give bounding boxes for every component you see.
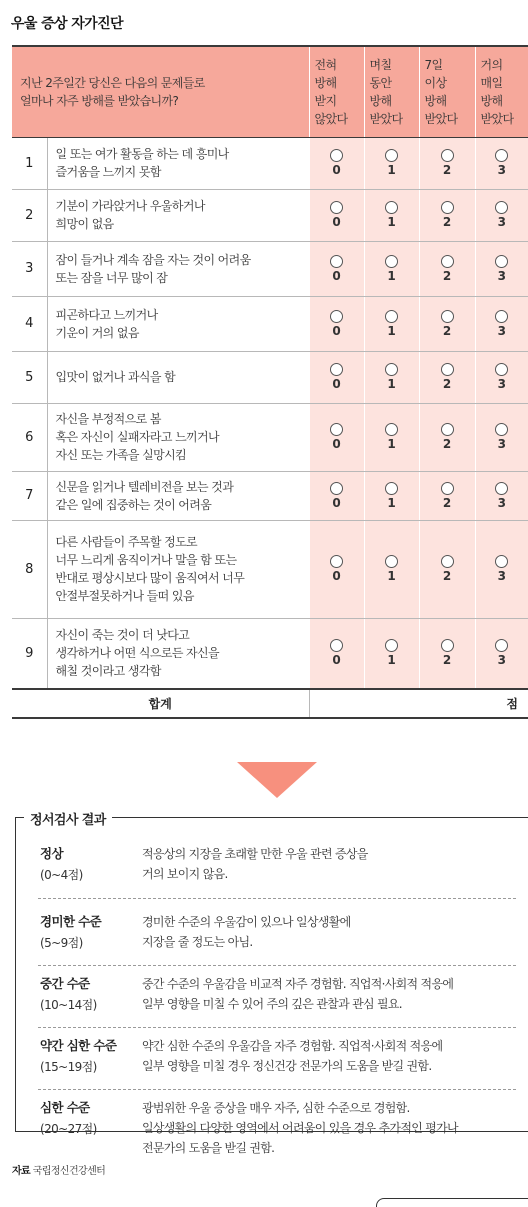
result-description-line: 일부 영향을 미칠 수 있어 주의 깊은 관찰과 관심 필요. — [142, 997, 402, 1011]
question-text-line: 자신이 죽는 것이 더 낫다고 — [55, 628, 190, 643]
question-text-line: 반대로 평상시보다 많이 움직여서 너무 — [55, 571, 245, 585]
result-level-row — [38, 844, 516, 899]
option-score: 1 — [387, 377, 396, 391]
answer-option-2[interactable] — [419, 296, 475, 351]
result-level-description — [142, 844, 368, 884]
option-score: 1 — [387, 215, 396, 229]
option-score: 2 — [442, 163, 452, 177]
radio-button[interactable] — [330, 639, 343, 652]
radio-button[interactable] — [495, 639, 508, 652]
answer-option-1[interactable] — [364, 351, 419, 403]
header-question — [12, 46, 309, 137]
radio-button[interactable] — [441, 149, 454, 162]
result-level-range: (20~27점) — [40, 1122, 97, 1136]
result-box — [15, 813, 528, 1155]
question-row — [12, 137, 528, 189]
question-row — [12, 471, 528, 520]
question-number: 7 — [12, 471, 47, 520]
table-header-row — [12, 46, 528, 137]
option-score: 3 — [497, 377, 506, 391]
header-option-line: 매일 — [480, 75, 503, 90]
radio-button[interactable] — [330, 310, 343, 323]
question-text — [47, 403, 309, 471]
question-number: 1 — [12, 137, 47, 189]
radio-button[interactable] — [385, 639, 398, 652]
option-score: 3 — [497, 569, 506, 583]
answer-option-3[interactable] — [475, 520, 528, 618]
header-option-line: 거의 — [480, 57, 503, 72]
answer-option-0[interactable] — [309, 520, 364, 618]
header-option-line: 전혀 — [314, 57, 337, 72]
answer-option-1[interactable] — [364, 471, 419, 520]
result-level-description — [142, 1036, 442, 1076]
result-description-line: 거의 보이지 않음. — [142, 867, 228, 881]
total-score-unit: 점 — [309, 689, 528, 718]
page-title: 우울 증상 자가진단 — [11, 16, 123, 32]
question-text-line: 즐거움을 느끼지 못함 — [55, 165, 161, 179]
radio-button[interactable] — [330, 363, 343, 376]
option-score: 2 — [442, 377, 452, 391]
arrow-down-icon — [237, 762, 317, 798]
question-text-line: 혹은 자신이 실패자라고 느끼거나 — [55, 430, 220, 444]
question-text-line: 안절부절못하거나 들떠 있음 — [55, 589, 194, 603]
answer-option-3[interactable] — [475, 403, 528, 471]
result-level-name: 약간 심한 수준 — [40, 1038, 117, 1053]
question-text-line: 희망이 없음 — [55, 217, 114, 231]
question-text-line: 신문을 읽거나 텔레비전을 보는 것과 — [55, 479, 234, 494]
result-level-name: 심한 수준 — [40, 1100, 90, 1115]
option-score: 3 — [497, 653, 506, 668]
answer-option-1[interactable] — [364, 241, 419, 296]
answer-option-3[interactable] — [475, 241, 528, 296]
radio-button[interactable] — [495, 310, 508, 323]
result-level-range: (5~9점) — [40, 936, 83, 950]
answer-option-0[interactable] — [309, 296, 364, 351]
radio-button[interactable] — [495, 555, 508, 568]
question-text — [47, 520, 309, 618]
radio-button[interactable] — [441, 201, 454, 214]
option-score: 3 — [497, 215, 506, 229]
header-option-line: 방해 — [314, 75, 337, 90]
answer-option-3[interactable] — [475, 137, 528, 189]
option-score: 2 — [442, 495, 452, 510]
header-option-line: 방해 — [424, 93, 447, 108]
source-note — [12, 1162, 105, 1177]
radio-button[interactable] — [330, 555, 343, 568]
answer-option-2[interactable] — [419, 241, 475, 296]
result-description-line: 지장을 줄 정도는 아님. — [142, 935, 253, 949]
radio-button[interactable] — [330, 482, 343, 495]
header-option-line: 받았다 — [369, 111, 403, 126]
question-row — [12, 403, 528, 471]
question-text — [47, 351, 309, 403]
option-score: 1 — [387, 437, 396, 451]
option-score: 0 — [332, 377, 341, 391]
answer-option-1[interactable] — [364, 296, 419, 351]
decorative-corner — [376, 1198, 528, 1207]
radio-button[interactable] — [495, 363, 508, 376]
result-level-name: 정상 — [40, 846, 63, 861]
question-text — [47, 189, 309, 241]
answer-option-1[interactable] — [364, 403, 419, 471]
radio-button[interactable] — [385, 423, 398, 436]
option-score: 0 — [332, 437, 341, 451]
result-description-line: 중간 수준의 우울감을 비교적 자주 경험함. 직업적·사회적 적응에 — [142, 977, 454, 991]
question-text-line: 같은 일에 집중하는 것이 어려움 — [55, 497, 212, 512]
question-text-line: 해칠 것이라고 생각함 — [55, 664, 161, 679]
answer-option-2[interactable] — [419, 471, 475, 520]
option-score: 2 — [442, 569, 452, 583]
option-score: 0 — [332, 495, 341, 510]
header-option-line: 받지 — [314, 93, 337, 108]
answer-option-2[interactable] — [419, 520, 475, 618]
answer-option-0[interactable] — [309, 189, 364, 241]
option-score: 1 — [387, 495, 396, 510]
header-option-line: 동안 — [369, 75, 392, 90]
radio-button[interactable] — [495, 482, 508, 495]
question-number: 4 — [12, 296, 47, 351]
result-level-row — [38, 974, 516, 1028]
radio-button[interactable] — [441, 555, 454, 568]
question-text-line: 다른 사람들이 주목할 정도로 — [55, 535, 198, 549]
result-description-line: 경미한 수준의 우울감이 있으나 일상생활에 — [142, 915, 351, 929]
question-number: 9 — [12, 618, 47, 689]
header-option-line: 이상 — [424, 75, 447, 90]
question-text-line: 잠이 들거나 계속 잠을 자는 것이 어려움 — [55, 252, 251, 267]
option-score: 1 — [387, 268, 396, 283]
question-row — [12, 351, 528, 403]
result-description-line: 전문가의 도움을 받길 권함. — [142, 1141, 275, 1155]
question-text-line: 피곤하다고 느끼거나 — [55, 307, 158, 322]
radio-button[interactable] — [495, 149, 508, 162]
question-number: 6 — [12, 403, 47, 471]
result-description-line: 일상생활의 다양한 영역에서 어려움이 있을 경우 추가적인 평가나 — [142, 1121, 458, 1135]
radio-button[interactable] — [330, 149, 343, 162]
result-level-range: (10~14점) — [40, 998, 97, 1012]
question-text-line: 또는 잠을 너무 많이 잠 — [55, 270, 168, 285]
result-level-range: (0~4점) — [40, 868, 83, 882]
radio-button[interactable] — [495, 255, 508, 268]
radio-button[interactable] — [441, 310, 454, 323]
result-level-description — [142, 912, 351, 952]
question-text — [47, 241, 309, 296]
radio-button[interactable] — [385, 255, 398, 268]
header-option-2 — [419, 46, 475, 137]
header-option-line: 않았다 — [314, 111, 348, 126]
question-row — [12, 189, 528, 241]
answer-option-0[interactable] — [309, 403, 364, 471]
header-option-line: 방해 — [480, 93, 503, 108]
answer-option-3[interactable] — [475, 618, 528, 689]
result-level-name: 경미한 수준 — [40, 914, 102, 929]
question-text-line: 일 또는 여가 활동을 하는 데 흥미나 — [55, 147, 229, 161]
header-question-line: 얼마나 자주 방해를 받았습니까? — [20, 93, 179, 108]
question-text-line: 자신을 부정적으로 봄 — [55, 412, 161, 426]
option-score: 2 — [442, 323, 452, 338]
question-number: 8 — [12, 520, 47, 618]
option-score: 0 — [332, 215, 341, 229]
radio-button[interactable] — [330, 255, 343, 268]
result-level-description — [142, 1098, 458, 1158]
answer-option-2[interactable] — [419, 189, 475, 241]
question-text-line: 기분이 가라앉거나 우울하거나 — [55, 199, 205, 213]
question-text — [47, 618, 309, 689]
question-text — [47, 137, 309, 189]
answer-option-1[interactable] — [364, 137, 419, 189]
header-question-line: 지난 2주일간 당신은 다음의 문제들로 — [20, 75, 205, 90]
result-level-name: 중간 수준 — [40, 976, 90, 991]
radio-button[interactable] — [495, 201, 508, 214]
answer-option-0[interactable] — [309, 618, 364, 689]
result-level-range: (15~19점) — [40, 1060, 97, 1074]
result-description-line: 일부 영향을 미칠 경우 정신건강 전문가의 도움을 받길 권함. — [142, 1059, 432, 1073]
radio-button[interactable] — [385, 363, 398, 376]
total-row — [12, 689, 528, 718]
option-score: 1 — [387, 163, 396, 177]
option-score: 0 — [332, 653, 341, 668]
answer-option-2[interactable] — [419, 137, 475, 189]
option-score: 3 — [497, 437, 506, 451]
result-level-row — [38, 1036, 516, 1090]
question-row — [12, 618, 528, 689]
source-label: 자료 — [12, 1166, 31, 1177]
header-option-line: 며칠 — [369, 57, 392, 72]
option-score: 1 — [387, 323, 396, 338]
header-option-3 — [475, 46, 528, 137]
question-text-line: 생각하거나 어떤 식으로든 자신을 — [55, 646, 220, 661]
radio-button[interactable] — [441, 639, 454, 652]
result-description-line: 약간 심한 수준의 우울감을 자주 경험함. 직업적·사회적 적응에 — [142, 1039, 443, 1053]
question-row — [12, 296, 528, 351]
header-option-line: 방해 — [369, 93, 392, 108]
question-text-line: 자신 또는 가족을 실망시킴 — [55, 448, 187, 462]
answer-option-0[interactable] — [309, 241, 364, 296]
answer-option-3[interactable] — [475, 351, 528, 403]
result-level-row — [38, 912, 516, 966]
question-number: 5 — [12, 351, 47, 403]
radio-button[interactable] — [495, 423, 508, 436]
option-score: 0 — [332, 268, 341, 283]
radio-button[interactable] — [441, 363, 454, 376]
header-option-0 — [309, 46, 364, 137]
radio-button[interactable] — [385, 201, 398, 214]
radio-button[interactable] — [330, 423, 343, 436]
question-text-line: 입맛이 없거나 과식을 함 — [55, 370, 176, 384]
answer-option-3[interactable] — [475, 189, 528, 241]
answer-option-2[interactable] — [419, 403, 475, 471]
result-description-line: 광범위한 우울 증상을 매우 자주, 심한 수준으로 경험함. — [142, 1101, 410, 1115]
question-row — [12, 241, 528, 296]
result-title: 정서검사 결과 — [24, 809, 112, 828]
radio-button[interactable] — [441, 423, 454, 436]
question-row — [12, 520, 528, 618]
option-score: 0 — [332, 569, 341, 583]
answer-option-2[interactable] — [419, 618, 475, 689]
answer-option-3[interactable] — [475, 471, 528, 520]
option-score: 2 — [442, 653, 452, 668]
radio-button[interactable] — [385, 310, 398, 323]
answer-option-1[interactable] — [364, 189, 419, 241]
radio-button[interactable] — [441, 255, 454, 268]
question-text-line: 너무 느리게 움직이거나 말을 함 또는 — [55, 553, 237, 567]
answer-option-0[interactable] — [309, 137, 364, 189]
answer-option-2[interactable] — [419, 351, 475, 403]
header-option-1 — [364, 46, 419, 137]
option-score: 0 — [332, 163, 341, 177]
option-score: 0 — [332, 323, 341, 338]
answer-option-0[interactable] — [309, 471, 364, 520]
option-score: 2 — [442, 437, 452, 451]
total-label: 합계 — [12, 689, 309, 718]
question-number: 3 — [12, 241, 47, 296]
radio-button[interactable] — [385, 149, 398, 162]
option-score: 3 — [497, 163, 506, 177]
question-text-line: 기운이 거의 없음 — [55, 325, 139, 340]
answer-option-1[interactable] — [364, 618, 419, 689]
radio-button[interactable] — [441, 482, 454, 495]
option-score: 3 — [497, 495, 506, 510]
radio-button[interactable] — [330, 201, 343, 214]
result-level-description — [142, 974, 453, 1014]
answer-option-3[interactable] — [475, 296, 528, 351]
option-score: 2 — [442, 268, 452, 283]
result-level-row — [38, 1098, 516, 1188]
option-score: 3 — [497, 323, 506, 338]
answer-option-1[interactable] — [364, 520, 419, 618]
question-text — [47, 296, 309, 351]
option-score: 3 — [497, 268, 506, 283]
option-score: 1 — [387, 653, 396, 668]
source-text: 국립정신건강센터 — [32, 1166, 106, 1177]
option-score: 1 — [387, 569, 396, 583]
radio-button[interactable] — [385, 482, 398, 495]
result-description-line: 적응상의 지장을 초래할 만한 우울 관련 증상을 — [142, 847, 368, 861]
question-number: 2 — [12, 189, 47, 241]
header-option-line: 받았다 — [424, 111, 458, 126]
header-option-line: 받았다 — [480, 111, 514, 126]
self-test-table — [12, 45, 528, 719]
answer-option-0[interactable] — [309, 351, 364, 403]
radio-button[interactable] — [385, 555, 398, 568]
header-option-line: 7일 — [424, 57, 443, 72]
option-score: 2 — [442, 215, 452, 229]
question-text — [47, 471, 309, 520]
